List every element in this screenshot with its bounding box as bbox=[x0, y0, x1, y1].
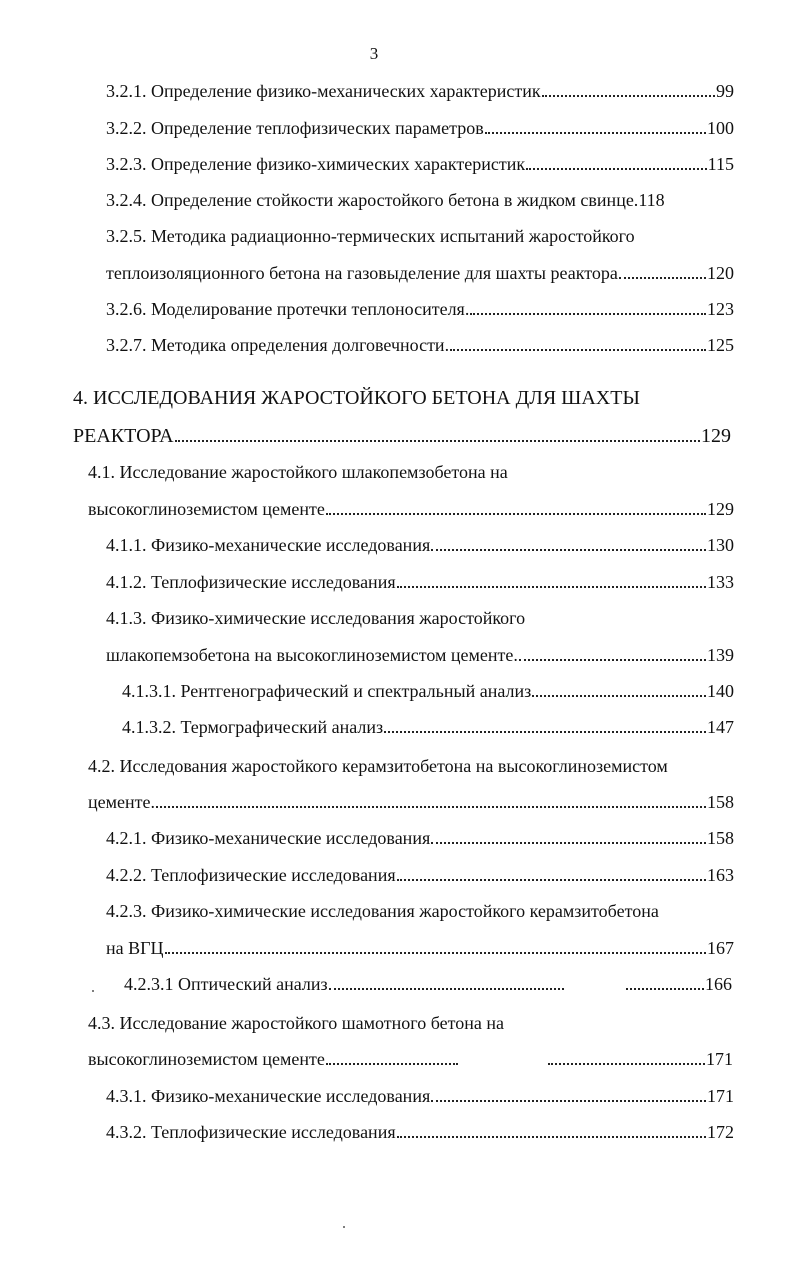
toc-entry-3-2-5-line2[interactable] bbox=[106, 261, 734, 285]
toc-entry-page: 163 bbox=[707, 865, 734, 885]
toc-entry-title-continued: высокоглиноземистом цементе bbox=[88, 1049, 325, 1069]
toc-entry-page: 123 bbox=[707, 299, 734, 319]
toc-entry-title: 4.1.2. Теплофизические исследования bbox=[106, 572, 396, 592]
dot-leader bbox=[397, 1136, 706, 1138]
toc-entry-page: 130 bbox=[707, 535, 734, 555]
toc-entry-page: 115 bbox=[707, 154, 734, 174]
dot-leader bbox=[431, 842, 706, 844]
toc-entry-4-1-1[interactable] bbox=[106, 533, 734, 557]
toc-entry-4-1-3-line1[interactable] bbox=[106, 606, 734, 630]
toc-entry-3-2-5-line1[interactable] bbox=[106, 224, 734, 248]
toc-entry-4-3-1[interactable] bbox=[106, 1084, 734, 1108]
toc-entry-4-2-line1[interactable] bbox=[88, 754, 734, 778]
toc-entry-title: 4.1.1. Физико-механические исследования bbox=[106, 535, 431, 555]
toc-entry-title-continued: шлакопемзобетона на высокоглиноземистом цементе. bbox=[106, 645, 518, 665]
toc-entry-title: 3.2.6. Моделирование протечки теплоносителя. bbox=[106, 299, 470, 319]
toc-entry-3-2-6[interactable] bbox=[106, 297, 734, 321]
scan-speck bbox=[92, 990, 94, 992]
toc-chapter-title: 4. ИССЛЕДОВАНИЯ ЖАРОСТОЙКОГО БЕТОНА ДЛЯ ШАХТЫ bbox=[73, 387, 640, 409]
dot-leader bbox=[542, 95, 715, 97]
toc-entry-3-2-3[interactable] bbox=[106, 152, 734, 176]
toc-entry-4-1-2[interactable] bbox=[106, 570, 734, 594]
dot-leader bbox=[175, 440, 700, 442]
toc-entry-page: 118 bbox=[638, 190, 665, 210]
toc-entry-title: 4.2.1. Физико-механические исследования bbox=[106, 828, 431, 848]
dot-leader bbox=[326, 1063, 458, 1065]
toc-entry-title: 4.1. Исследование жаростойкого шлакопемзобетона на bbox=[88, 462, 508, 482]
toc-entry-title: 4.3.2. Теплофизические исследования bbox=[106, 1122, 396, 1142]
toc-entry-page: 158 bbox=[707, 792, 734, 812]
dot-leader bbox=[397, 586, 706, 588]
toc-entry-title: 4.2.3.1 Оптический анализ bbox=[124, 974, 328, 994]
toc-entry-page: 125 bbox=[707, 335, 734, 355]
dot-leader bbox=[431, 1100, 706, 1102]
dot-leader bbox=[470, 313, 706, 315]
toc-entry-4-2-3-line2[interactable] bbox=[106, 936, 734, 960]
toc-entry-page: 147 bbox=[707, 717, 734, 737]
toc-entry-3-2-7[interactable] bbox=[106, 333, 734, 357]
toc-entry-4-2-1[interactable] bbox=[106, 826, 734, 850]
dot-leader bbox=[156, 806, 706, 808]
dot-leader bbox=[626, 988, 704, 990]
toc-entry-page: 166 bbox=[705, 974, 732, 994]
toc-entry-title: 4.2.3. Физико-химические исследования жаростойкого керамзитобетона bbox=[106, 901, 659, 921]
toc-entry-title: 4.1.3.1. Рентгенографический и спектральный анализ bbox=[122, 681, 532, 701]
toc-entry-3-2-2[interactable] bbox=[106, 116, 734, 140]
toc-entry-title: 4.1.3. Физико-химические исследования жаростойкого bbox=[106, 608, 526, 628]
toc-entry-title: 4.2.2. Теплофизические исследования bbox=[106, 865, 396, 885]
toc-entry-4-2-2[interactable] bbox=[106, 863, 734, 887]
toc-entry-4-2-line2[interactable] bbox=[88, 790, 734, 814]
toc-entry-title: 3.2.4. Определение стойкости жаростойкого бетона в жидком свинце. bbox=[106, 190, 639, 210]
toc-entry-page: 172 bbox=[707, 1122, 734, 1142]
toc-entry-4-1-line2[interactable] bbox=[88, 497, 734, 521]
dot-leader bbox=[326, 513, 706, 515]
toc-entry-page: 171 bbox=[707, 1086, 734, 1106]
dot-leader bbox=[485, 132, 706, 134]
toc-entry-3-2-4[interactable] bbox=[106, 188, 734, 212]
toc-entry-page: 167 bbox=[707, 938, 734, 958]
toc-entry-4-2-3-line1[interactable] bbox=[106, 899, 734, 923]
toc-entry-page: 120 bbox=[707, 263, 734, 283]
dot-leader bbox=[384, 731, 706, 733]
dot-leader bbox=[532, 695, 706, 697]
toc-entry-title: 4.1.3.2. Термографический анализ bbox=[122, 717, 384, 737]
toc-entry-4-2-3-1[interactable] bbox=[124, 972, 732, 996]
toc-entry-title-continued: теплоизоляционного бетона на газовыделение для шахты реактора bbox=[106, 263, 618, 283]
toc-entry-title-continued: на ВГЦ bbox=[106, 938, 164, 958]
toc-entry-4-1-line1[interactable] bbox=[88, 460, 733, 484]
dot-leader bbox=[519, 659, 706, 661]
toc-entry-title: 4.2. Исследования жаростойкого керамзитобетона на высокоглиноземистом bbox=[88, 756, 668, 776]
toc-entry-4-3-line1[interactable] bbox=[88, 1011, 734, 1035]
dot-leader bbox=[526, 168, 707, 170]
toc-entry-page: 100 bbox=[707, 118, 734, 138]
toc-entry-title-continued: цементе. bbox=[88, 792, 155, 812]
toc-entry-title: 4.3. Исследование жаростойкого шамотного бетона на bbox=[88, 1013, 504, 1033]
dot-leader bbox=[619, 277, 706, 279]
toc-entry-page: 140 bbox=[707, 681, 734, 701]
dot-leader bbox=[450, 349, 706, 351]
toc-entry-page: 99 bbox=[716, 81, 734, 101]
toc-entry-4-3-2[interactable] bbox=[106, 1120, 734, 1144]
toc-chapter-4-line2[interactable] bbox=[73, 424, 731, 448]
toc-chapter-4-line1[interactable] bbox=[73, 386, 733, 410]
toc-entry-title: 3.2.1. Определение физико-механических характеристик bbox=[106, 81, 541, 101]
dot-leader bbox=[397, 879, 706, 881]
toc-chapter-title-continued: РЕАКТОРА bbox=[73, 425, 174, 447]
toc-entry-4-1-3-2[interactable] bbox=[122, 715, 734, 739]
dot-leader bbox=[165, 952, 706, 954]
toc-entry-title: 3.2.7. Методика определения долговечности. bbox=[106, 335, 450, 355]
dot-leader bbox=[431, 549, 706, 551]
dot-leader bbox=[548, 1063, 705, 1065]
toc-entry-title: 3.2.2. Определение теплофизических параметров bbox=[106, 118, 484, 138]
toc-entry-4-3-line2[interactable] bbox=[88, 1047, 733, 1071]
toc-entry-page: 129 bbox=[707, 499, 734, 519]
toc-entry-title-continued: высокоглиноземистом цементе bbox=[88, 499, 325, 519]
toc-entry-title: 3.2.5. Методика радиационно-термических испытаний жаростойкого bbox=[106, 226, 635, 246]
toc-entry-page: 158 bbox=[707, 828, 734, 848]
toc-entry-title: 3.2.3. Определение физико-химических характеристик bbox=[106, 154, 526, 174]
toc-entry-page: 171 bbox=[706, 1049, 733, 1069]
toc-entry-page: 129 bbox=[701, 425, 731, 447]
toc-entry-4-1-3-1[interactable] bbox=[122, 679, 734, 703]
dot-leader bbox=[329, 988, 564, 990]
toc-entry-page: 133 bbox=[707, 572, 734, 592]
toc-entry-3-2-1[interactable] bbox=[106, 79, 734, 103]
scan-speck bbox=[343, 1226, 345, 1228]
toc-entry-4-1-3-line2[interactable] bbox=[106, 643, 734, 667]
page-number: 3 bbox=[369, 44, 379, 63]
toc-entry-title: 4.3.1. Физико-механические исследования bbox=[106, 1086, 431, 1106]
toc-entry-page: 139 bbox=[707, 645, 734, 665]
